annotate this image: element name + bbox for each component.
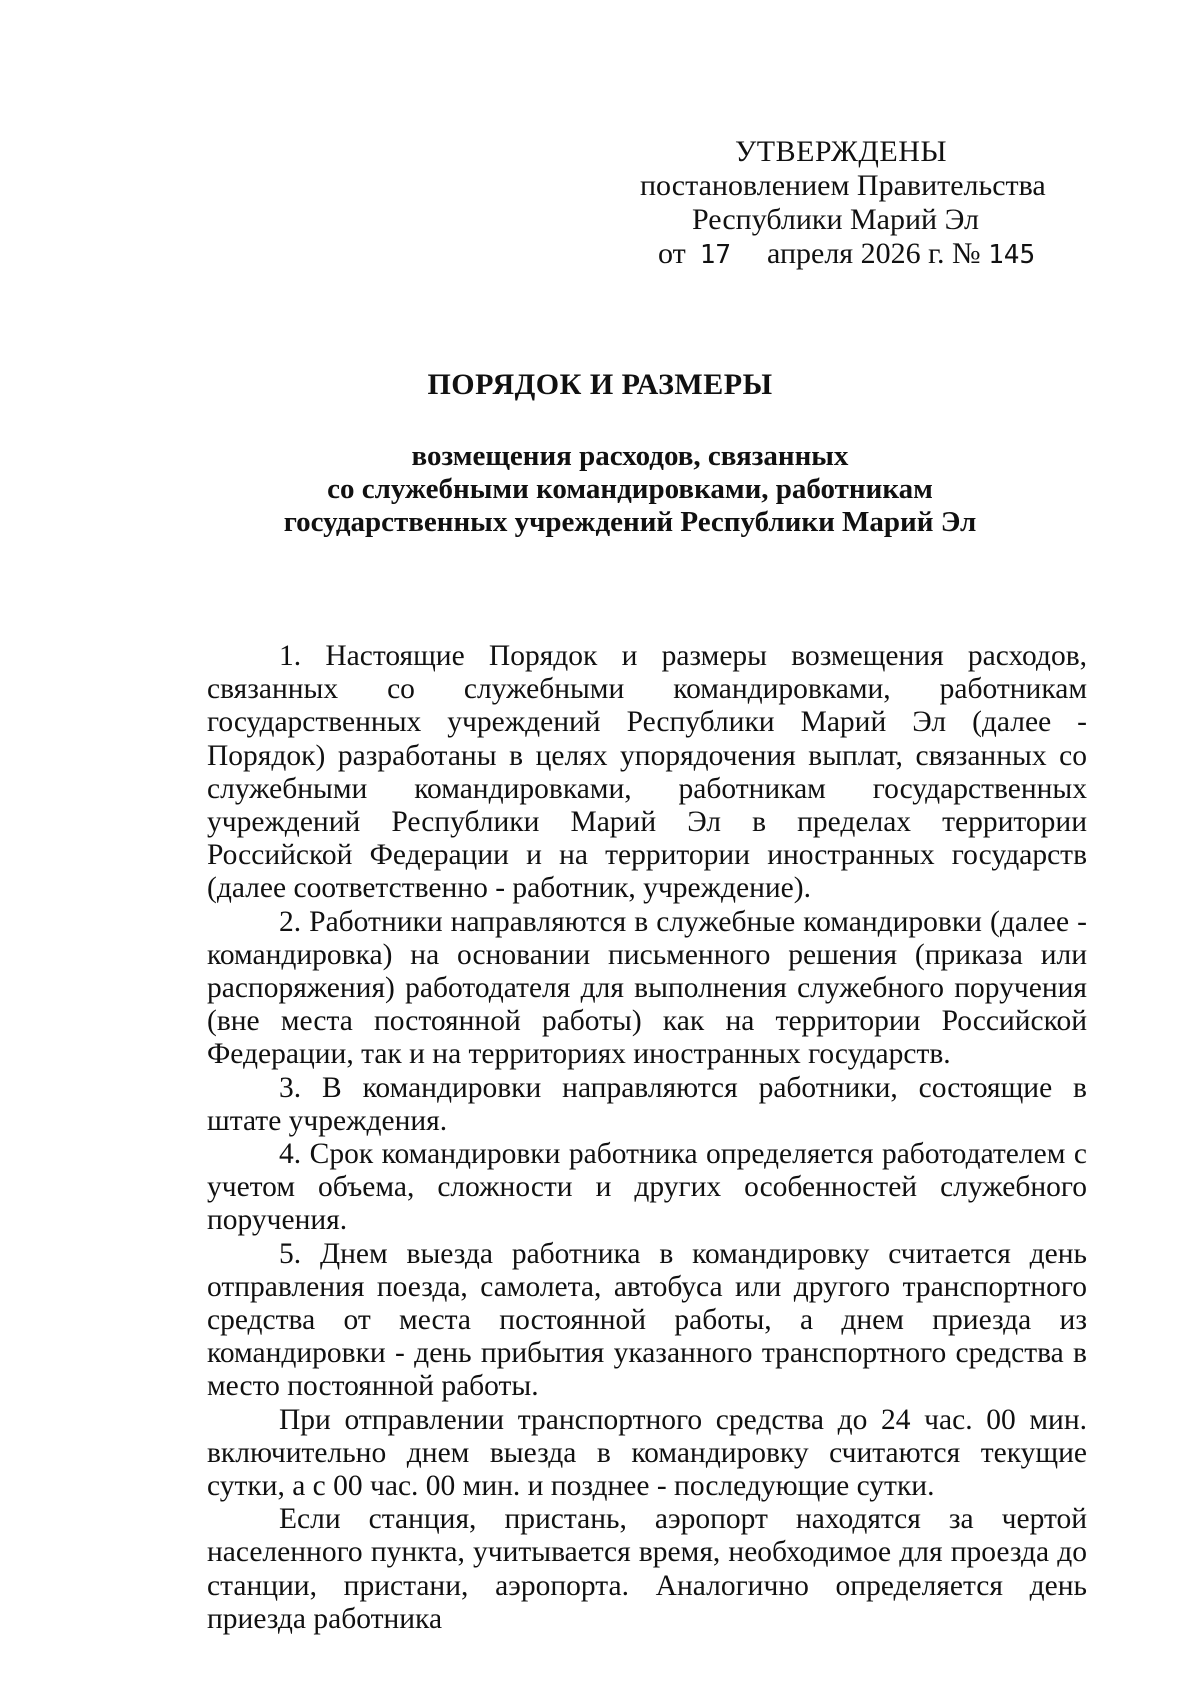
subtitle-line: возмещения расходов, связанных — [411, 440, 849, 472]
date-day: 17 — [699, 240, 732, 270]
paragraph-5-station-outside: Если станция, пристань, аэропорт находятся за чертой населенного пункта, учитывается время, необходимое для проезда до станции, пристани, аэропорта. Аналогично определяется день приезда работника — [207, 1503, 1087, 1635]
paragraph-5-departure-time: При отправлении транспортного средства до 24 час. 00 мин. включительно днем выезда в командировку считаются текущие сутки, а с 00 час. 00 мин. и позднее - последующие сутки. — [207, 1403, 1087, 1503]
paragraph-1: 1. Настоящие Порядок и размеры возмещения расходов, связанных со служебными командировками, работникам государственных учреждений Республики Марий Эл (далее - Порядок) разработаны в целях упорядочения выплат, связанных со служебными командировками, работникам государственных учреждений Республики Марий Эл в пределах территории Российской Федерации и на территории иностранных государств (далее соответственно - работник, учреждение). — [207, 640, 1087, 905]
date-month-year: апреля 2026 г. № — [767, 237, 981, 270]
paragraph-5: 5. Днем выезда работника в командировку считается день отправления поезда, самолета, автобуса или другого транспортного средства от места постоянной работы, а днем приезда из командировки - день прибытия указанного транспортного средства в место постоянной работы. — [207, 1237, 1087, 1403]
paragraph-2: 2. Работники направляются в служебные командировки (далее - командировка) на основании письменного решения (приказа или распоряжения) работодателя для выполнения служебного поручения (вне места постоянной работы) как на территории Российской Федерации, так и на территориях иностранных государств. — [207, 905, 1087, 1071]
approved-label: УТВЕРЖДЕНЫ — [735, 135, 948, 168]
document-subtitle — [200, 440, 1060, 539]
paragraph-3: 3. В командировки направляются работники, состоящие в штате учреждения. — [207, 1071, 1087, 1137]
approval-line-resolution: постановлением Правительства — [640, 169, 1046, 202]
approval-line-republic: Республики Марий Эл — [692, 203, 979, 236]
subtitle-line: со служебными командировками, работникам — [327, 473, 933, 505]
paragraph-4: 4. Срок командировки работника определяется работодателем с учетом объема, сложности и других особенностей служебного поручения. — [207, 1138, 1087, 1237]
approval-block — [640, 135, 1100, 272]
document-body — [207, 640, 1087, 1636]
date-prefix: от — [658, 237, 686, 270]
document-number: 145 — [988, 240, 1036, 270]
subtitle-line: государственных учреждений Республики Марий Эл — [283, 506, 977, 538]
approval-date-line — [640, 237, 1100, 272]
document-title: ПОРЯДОК И РАЗМЕРЫ — [427, 368, 773, 401]
